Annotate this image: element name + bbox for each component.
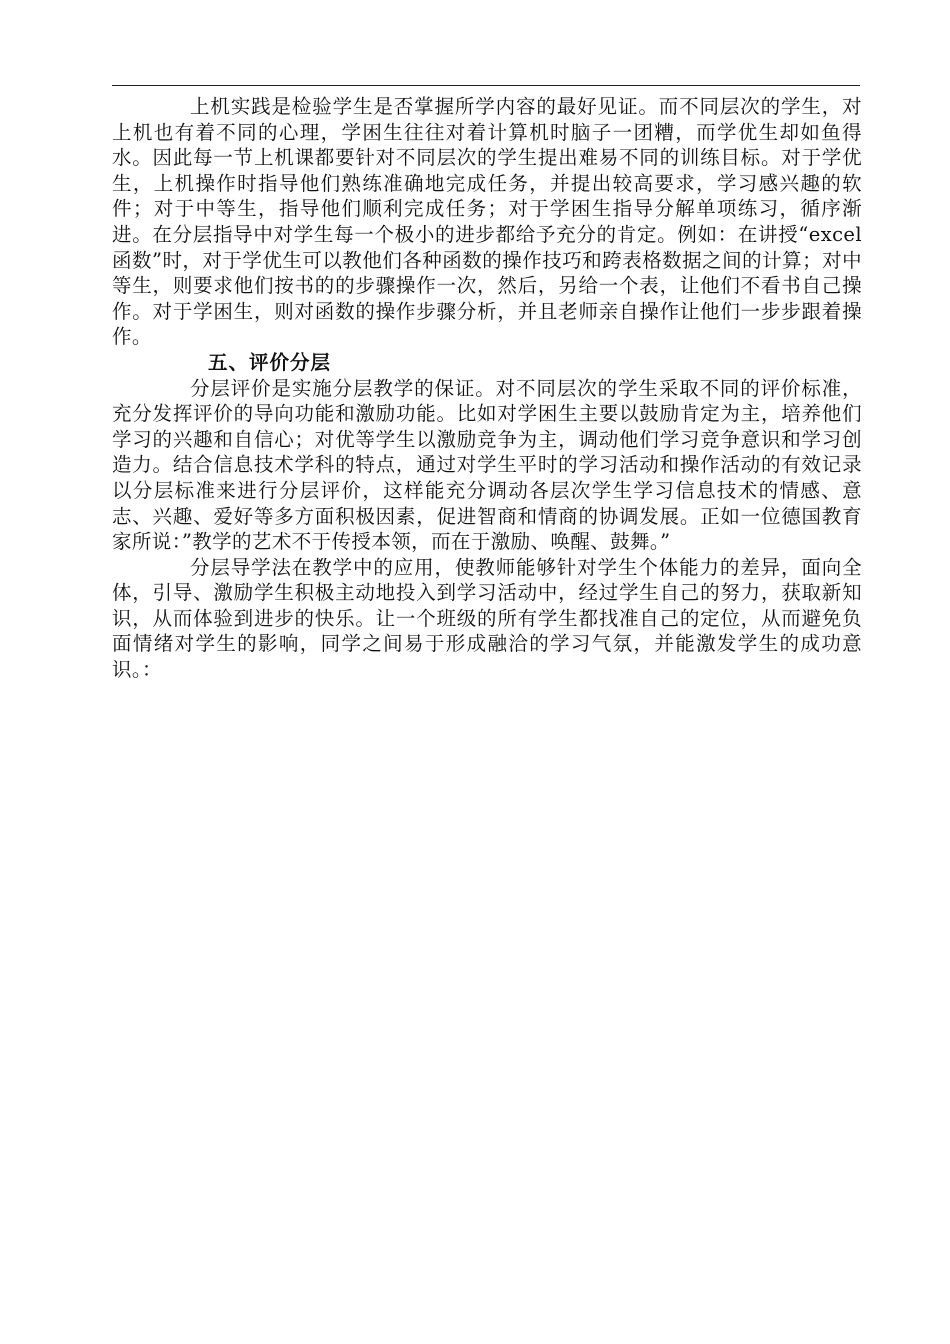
paragraph-conclusion: 分层导学法在教学中的应用，使教师能够针对学生个体能力的差异，面向全体，引导、激励学生积极主动地投入到学习活动中，经过学生自己的努力，获取新知识，从而体验到进步的快乐。让一个班级的所有学生都找准自己的定位，从而避免负面情绪对学生的影响，同学之间易于形成融洽的学习气氛，并能激发学生的成功意识。： [112, 555, 862, 682]
paragraph-evaluation: 分层评价是实施分层教学的保证。对不同层次的学生采取不同的评价标准，充分发挥评价的导向功能和激励功能。比如对学困生主要以鼓励肯定为主，培养他们学习的兴趣和自信心；对优等学生以激励竞争为主，调动他们学习竞争意识和学习创造力。结合信息技术学科的特点，通过对学生平时的学习活动和操作活动的有效记录以分层标准来进行分层评价，这样能充分调动各层次学生学习信息技术的情感、意志、兴趣、爱好等多方面积极因素，促进智商和情商的协调发展。正如一位德国教育家所说：”教学的艺术不于传授本领，而在于激励、唤醒、鼓舞。” [112, 376, 862, 554]
document-body [112, 94, 862, 683]
section-heading: 五、评价分层 [208, 350, 332, 374]
paragraph-practice: 上机实践是检验学生是否掌握所学内容的最好见证。而不同层次的学生，对上机也有着不同的心理，学困生往往对着计算机时脑子一团糟，而学优生却如鱼得水。因此每一节上机课都要针对不同层次的学生提出难易不同的训练目标。对于学优生，上机操作时指导他们熟练准确地完成任务，并提出较高要求，学习感兴趣的软件；对于中等生，指导他们顺利完成任务；对于学困生指导分解单项练习，循序渐进。在分层指导中对学生每一个极小的进步都给予充分的肯定。例如：在讲授“excel函数”时，对于学优生可以教他们各种函数的操作技巧和跨表格数据之间的计算；对中等生，则要求他们按书的的步骤操作一次，然后，另给一个表，让他们不看书自己操作。对于学困生，则对函数的操作步骤分析，并且老师亲自操作让他们一步步跟着操作。 [112, 95, 862, 349]
header-rule [112, 85, 860, 86]
